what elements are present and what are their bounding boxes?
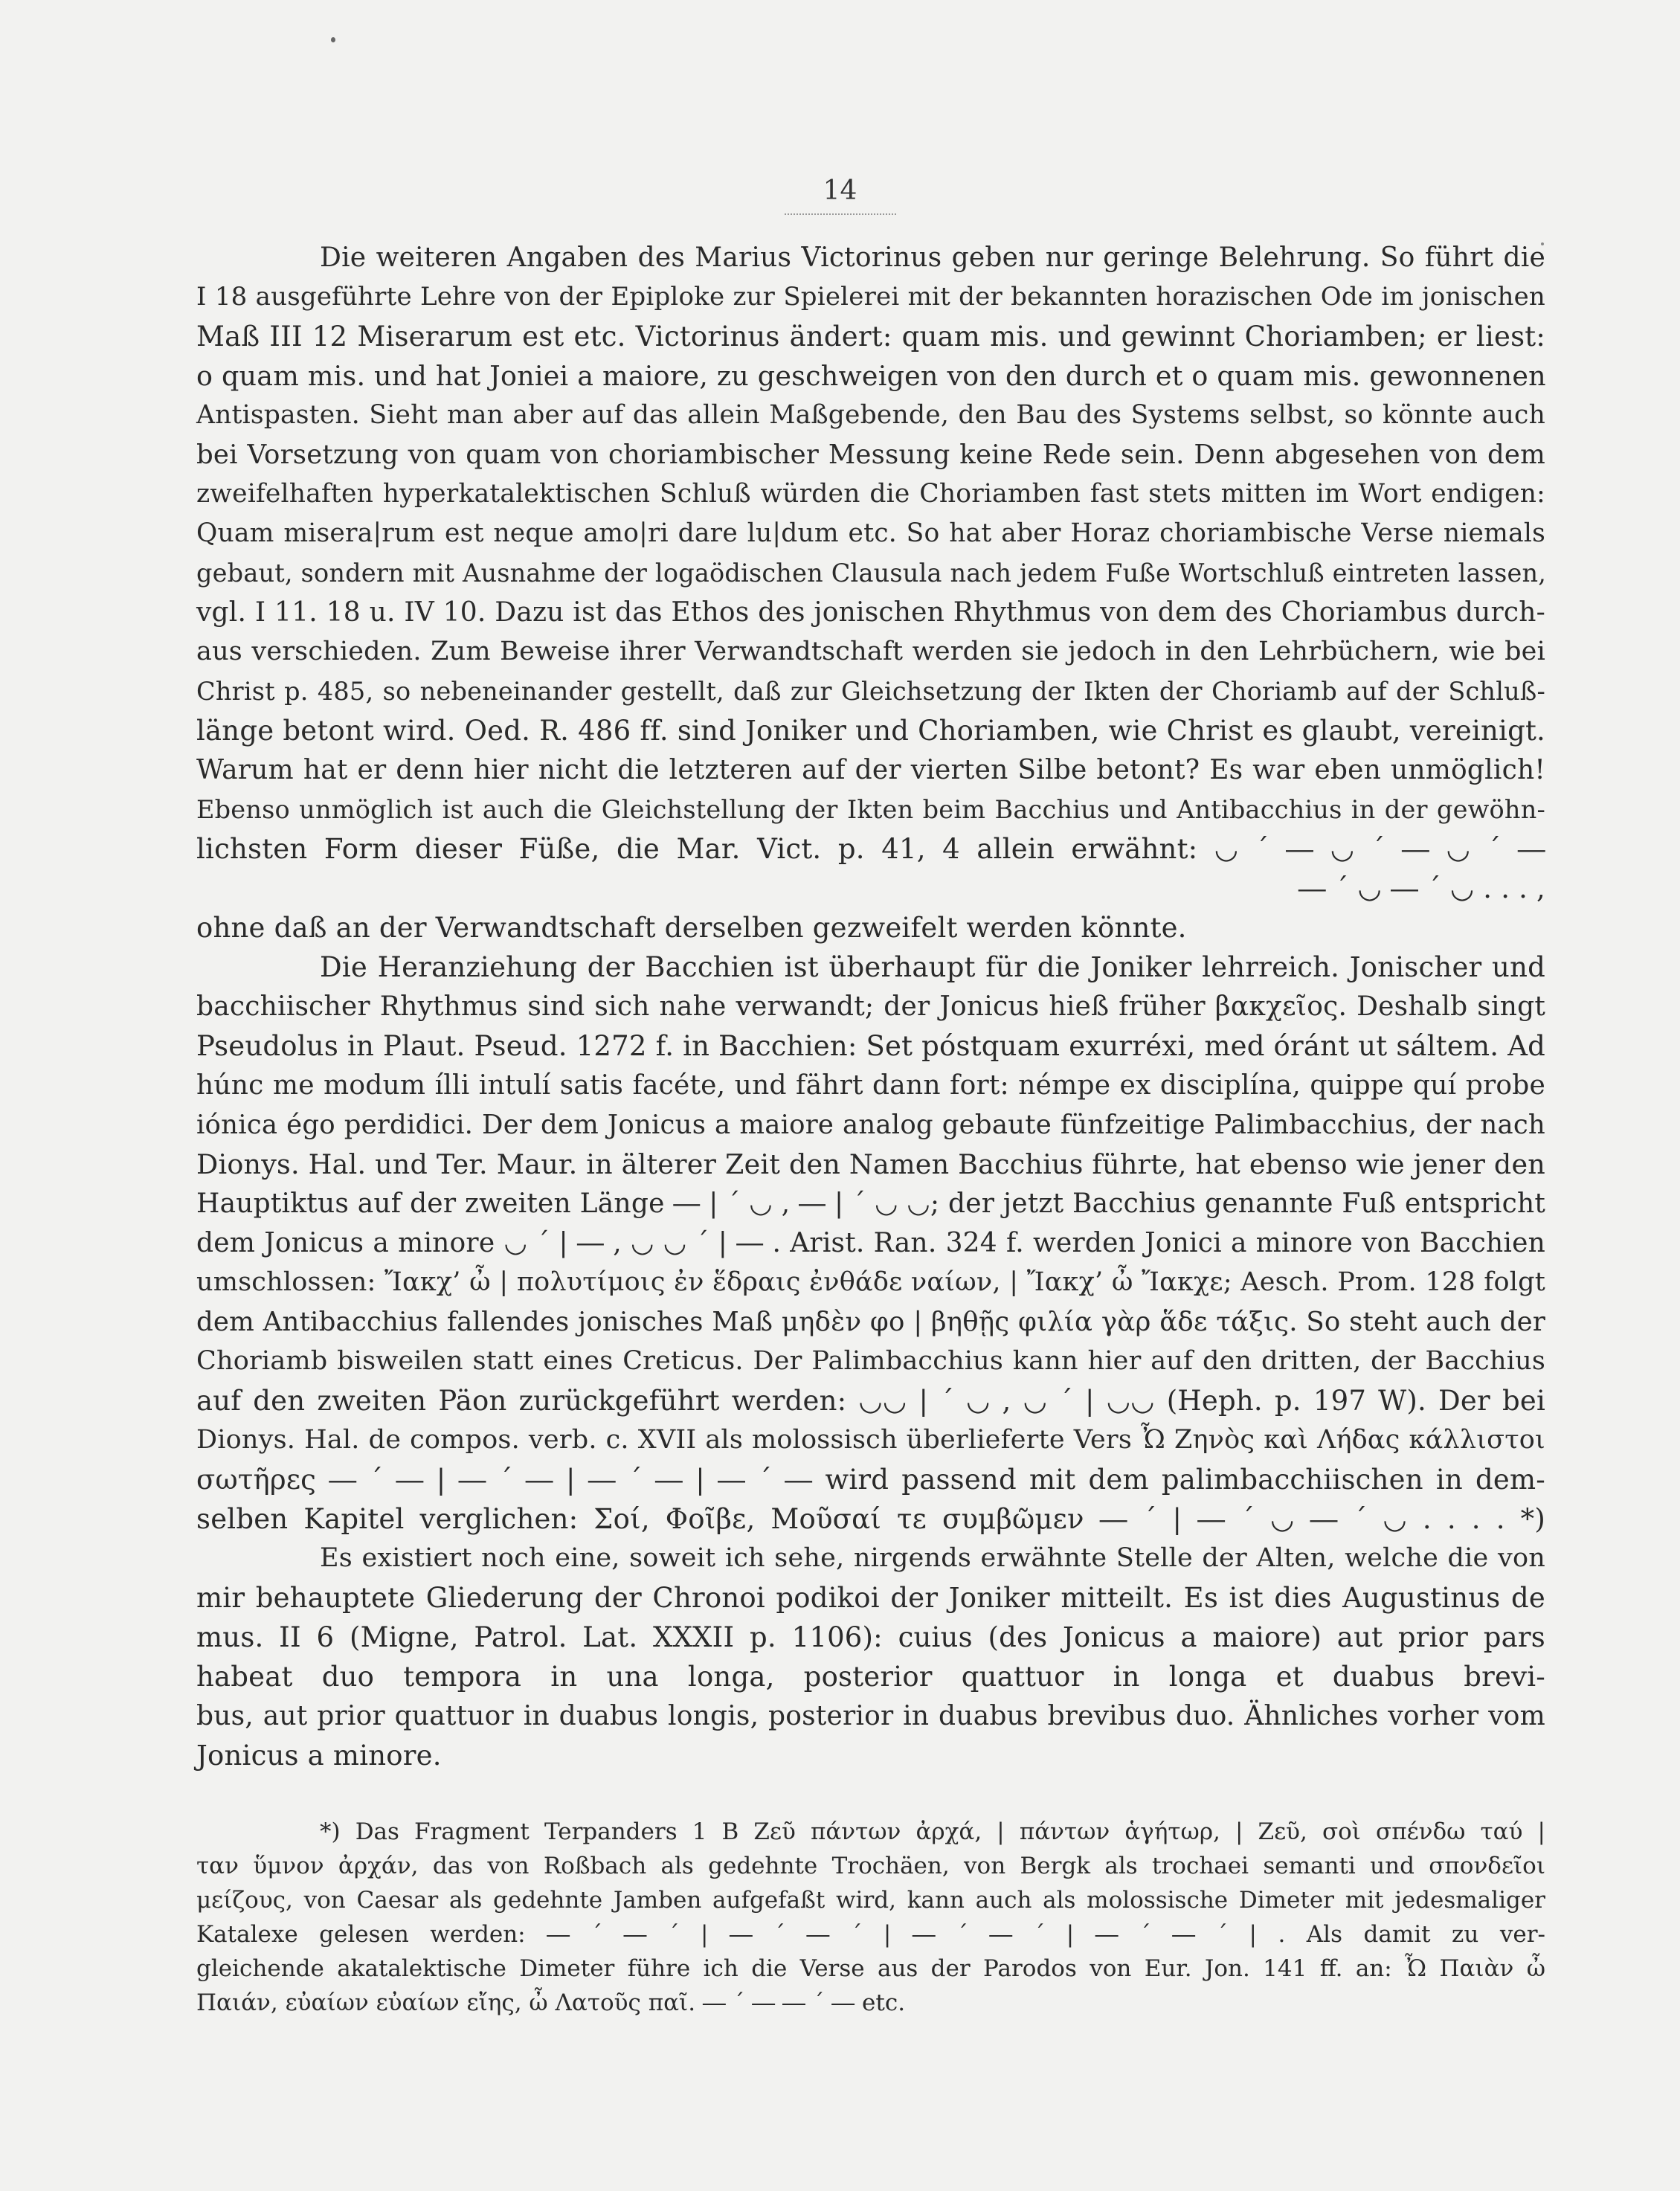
footnote-line: ταν ὕμνον ἀρχάν, das von Roßbach als gedehnte Trochäen, von Bergk als trochaei semanti und σπονδεῖοι (196, 1853, 1545, 1879)
text-line: bacchiischer Rhythmus sind sich nahe verwandt; der Jonicus hieß früher βακχεῖος. Deshalb singt (196, 991, 1545, 1022)
text-line: bei Vorsetzung von quam von choriambischer Messung keine Rede sein. Denn abgesehen von dem (196, 440, 1545, 470)
text-line: I 18 ausgeführte Lehre von der Epiploke zur Spielerei mit der bekannten horazischen Ode im jonischen (196, 282, 1545, 312)
text-line: länge betont wird. Oed. R. 486 ff. sind Joniker und Choriamben, wie Christ es glaubt, vereinigt. (196, 715, 1545, 747)
page-number-ornament (785, 207, 896, 215)
text-line: Dionys. Hal. de compos. verb. c. XVII als molossisch überlieferte Vers Ὦ Ζηνὸς καὶ Λήδας κάλλιστοι (196, 1425, 1545, 1455)
text-line: iónica égo perdidici. Der dem Jonicus a maiore analog gebaute fünfzeitige Palimbacchius, der nach (196, 1110, 1545, 1140)
text-line: Dionys. Hal. und Ter. Maur. in älterer Zeit den Namen Bacchius führte, hat ebenso wie jener den (196, 1148, 1545, 1180)
text-line: o quam mis. und hat Joniei a maiore, zu geschweigen von den durch et o quam mis. gewonnenen (196, 360, 1546, 392)
text-line: Jonicus a minore. (196, 1740, 442, 1772)
text-line: bus, aut prior quattuor in duabus longis, posterior in duabus brevibus duo. Ähnliches vorher vom (196, 1701, 1545, 1731)
text-line: Maß III 12 Miserarum est etc. Victorinus ändert: quam mis. und gewinnt Choriamben; er liest: (196, 321, 1545, 353)
text-line: σωτῆρες ― ´ ― | ― ´ ― | ― ´ ― | ― ´ ― wird passend mit dem palimbacchiischen in dem- (196, 1464, 1545, 1496)
text-line: vgl. I 11. 18 u. IV 10. Dazu ist das Ethos des jonischen Rhythmus von dem des Choriambus durch- (196, 597, 1545, 628)
text-line: gebaut, sondern mit Ausnahme der logaödischen Clausula nach jedem Fuße Wortschluß eintreten lassen, (196, 559, 1547, 588)
footnote-line: Παιάν, εὐαίων εὐαίων εἴης, ὦ Λατοῦς παῖ. ― ´ ― ― ´ ― etc. (196, 1989, 906, 2016)
text-line: dem Antibacchius fallendes jonisches Maß μηδὲν φο | βηθῇς φιλία γὰρ ἅδε τάξις. So steht auch der (196, 1307, 1545, 1337)
main-text (196, 238, 1545, 1775)
text-line: zweifelhaften hyperkatalektischen Schluß würden die Choriamben fast stets mitten im Wort endigen: (196, 479, 1545, 509)
text-line: selben Kapitel verglichen: Σοί, Φοῖβε, Μοῦσαί τε συμβῶμεν ― ´ | ― ´ ◡ ― ´ ◡ . . . . *) (196, 1503, 1545, 1535)
text-line: umschlossen: Ἴακχ’ ὦ | πολυτίμοις ἐν ἕδραις ἐνθάδε ναίων, | Ἴακχ’ ὦ Ἴακχε; Aesch. Prom. 128 folgt (196, 1267, 1545, 1297)
footnote-line: *) Das Fragment Terpanders 1 B Ζεῦ πάντων ἀρχά, | πάντων ἁγήτωρ, | Ζεῦ, σοὶ σπένδω ταύ | (320, 1818, 1545, 1845)
text-line: Warum hat er denn hier nicht die letzteren auf der vierten Silbe betont? Es war eben unmöglich! (196, 755, 1545, 785)
text-line: ohne daß an der Verwandtschaft derselben gezweifelt werden könnte. (196, 912, 1187, 944)
text-line: lichsten Form dieser Füße, die Mar. Vict. p. 41, 4 allein erwähnt: ◡ ´ ― ◡ ´ ― ◡ ´ ― (196, 833, 1545, 865)
page-number (0, 176, 1680, 215)
text-line: Es existiert noch eine, soweit ich sehe, nirgends erwähnte Stelle der Alten, welche die von (320, 1543, 1545, 1573)
text-line: Christ p. 485, so nebeneinander gestellt, daß zur Gleichsetzung der Ikten der Choriamb auf der Schluß- (196, 677, 1545, 706)
text-line: Choriamb bisweilen statt eines Creticus. Der Palimbacchius kann hier auf den dritten, der Bacchius (196, 1346, 1545, 1376)
scan-speck (331, 37, 335, 42)
text-line: dem Jonicus a minore ◡ ´ | ― , ◡ ◡ ´ | ― . Arist. Ran. 324 f. werden Jonici a minore von Bacchien (196, 1228, 1545, 1258)
text-line: auf den zweiten Päon zurückgeführt werden: ◡◡ | ´ ◡ , ◡ ´ | ◡◡ (Heph. p. 197 W). Der bei (196, 1385, 1545, 1417)
text-line: Die weiteren Angaben des Marius Victorinus geben nur geringe Belehrung. So führt die (320, 242, 1545, 273)
text-line: Pseudolus in Plaut. Pseud. 1272 f. in Bacchien: Set póstquam exurréxi, med óránt ut sáltem. Ad (196, 1030, 1545, 1062)
text-line: Die Heranziehung der Bacchien ist überhaupt für die Joniker lehrreich. Jonischer und (320, 951, 1545, 983)
text-line: Quam misera|rum est neque amo|ri dare lu|dum etc. So hat aber Horaz choriambische Verse niemals (196, 518, 1545, 548)
footnote-line: μείζους, von Caesar als gedehnte Jamben aufgefaßt wird, kann auch als molossische Dimeter mit jedesmaliger (196, 1887, 1545, 1914)
text-line: Antispasten. Sieht man aber auf das allein Maßgebende, den Bau des Systems selbst, so könnte auch (196, 400, 1545, 430)
page-number-text: 14 (823, 176, 857, 206)
text-line: habeat duo tempora in una longa, posterior quattuor in longa et duabus brevi- (196, 1661, 1545, 1693)
text-line: mir behauptete Gliederung der Chronoi podikoi der Joniker mitteilt. Es ist dies Augustinus de (196, 1582, 1545, 1614)
footnote-line: gleichende akatalektische Dimeter führe ich die Verse aus der Parodos von Eur. Jon. 141 ff. an: Ὦ Παιὰν ὦ (196, 1955, 1545, 1982)
text-line: mus. II 6 (Migne, Patrol. Lat. XXXII p. 1106): cuius (des Jonicus a maiore) aut prior pars (196, 1621, 1545, 1653)
footnote (196, 1815, 1545, 2020)
text-line: húnc me modum ílli intulí satis facéte, und fährt dann fort: némpe ex disciplína, quippe quí probe (196, 1070, 1545, 1101)
text-line: aus verschieden. Zum Beweise ihrer Verwandtschaft werden sie jedoch in den Lehrbüchern, wie bei (196, 637, 1545, 666)
footnote-line: Katalexe gelesen werden: ― ´ ― ´ | ― ´ ― ´ | ― ´ ― ´ | ― ´ ― ´ | . Als damit zu ver- (196, 1921, 1545, 1948)
text-line: Ebenso unmöglich ist auch die Gleichstellung der Ikten beim Bacchius und Antibacchius in der gewöhn- (196, 795, 1545, 824)
metre-line: ― ´ ◡ ― ´ ◡ . . . , (1298, 872, 1545, 904)
text-line: Hauptiktus auf der zweiten Länge ― | ´ ◡ , ― | ´ ◡ ◡; der jetzt Bacchius genannte Fuß entspricht (196, 1188, 1545, 1219)
